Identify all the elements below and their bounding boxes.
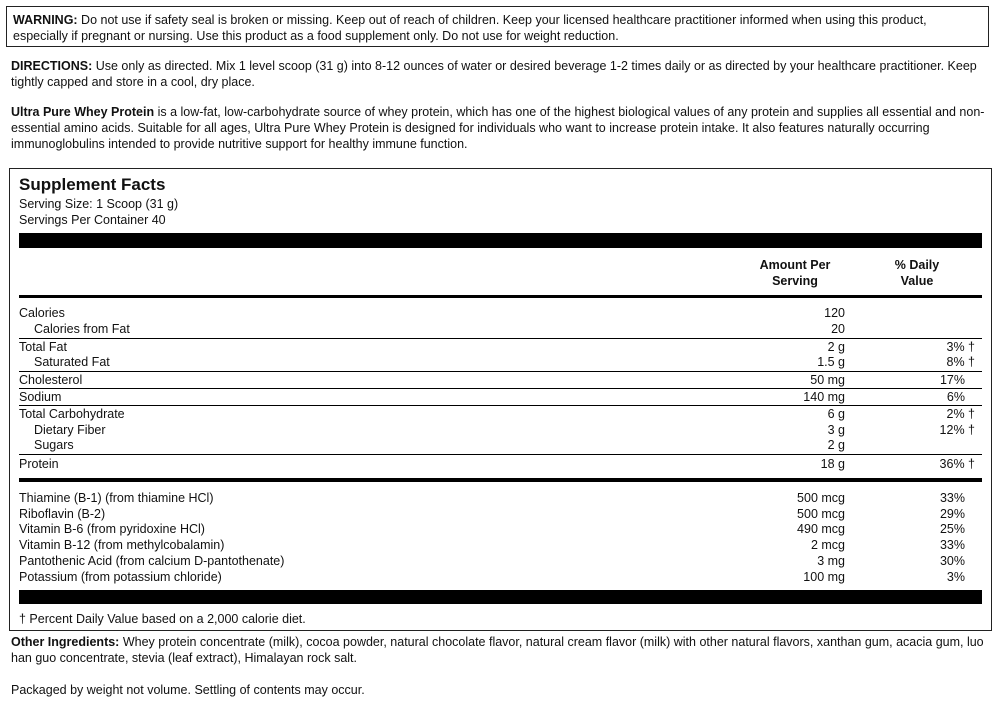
nutrient-name: Calories [19, 306, 65, 320]
nutrient-dv: 36% † [939, 457, 975, 471]
nutrient-amount: 6 g [827, 407, 845, 421]
nutrient-name: Sodium [19, 390, 62, 404]
nutrient-name: Potassium (from potassium chloride) [19, 570, 222, 584]
nutrient-dv: 3% [946, 570, 965, 584]
nutrient-name: Vitamin B-12 (from methylcobalamin) [19, 538, 225, 552]
directions-label: DIRECTIONS: [11, 59, 93, 73]
serving-size: Serving Size: 1 Scoop (31 g) [19, 197, 179, 211]
product-name: Ultra Pure Whey Protein [11, 105, 155, 119]
nutrient-amount: 1.5 g [817, 355, 845, 369]
medium-divider [19, 295, 982, 298]
nutrient-name: Protein [19, 457, 59, 471]
nutrient-amount: 120 [824, 306, 845, 320]
nutrient-amount: 18 g [820, 457, 845, 471]
nutrient-dv: 29% [939, 507, 965, 521]
amount-per-serving-header [740, 257, 850, 289]
nutrient-dv: 2% † [946, 407, 975, 421]
nutrient-amount: 140 mg [803, 390, 845, 404]
warning-box [6, 6, 989, 47]
description-text: is a low-fat, low-carbohydrate source of whey protein, which has one of the highest biological values of any protein and supplies all essential and non-essential amino acids. Suitable for all ages, Ultra Pure Whey Protein is designed for individuals who want to increase protein intake. It also features naturally occurring immunoglobulins intended to provide nutritive support for healthy immune function. [11, 105, 985, 151]
nutrient-name: Vitamin B-6 (from pyridoxine HCl) [19, 522, 205, 536]
nutrient-amount: 490 mcg [797, 522, 845, 536]
nutrient-name: Calories from Fat [34, 322, 130, 336]
nutrient-row [19, 305, 982, 321]
packaged-note: Packaged by weight not volume. Settling of contents may occur. [11, 683, 365, 697]
medium-divider [19, 478, 982, 482]
nutrient-row [19, 372, 982, 388]
nutrient-name: Saturated Fat [34, 355, 110, 369]
other-ingredients-label: Other Ingredients: [11, 635, 120, 649]
amount-header-line2: Serving [772, 274, 818, 288]
nutrient-amount: 20 [831, 322, 845, 336]
nutrient-row [19, 422, 982, 438]
supplement-facts-panel [9, 168, 992, 631]
nutrient-row [19, 490, 982, 506]
nutrient-amount: 3 mg [817, 554, 845, 568]
other-ingredients [11, 634, 986, 666]
nutrient-amount: 2 g [827, 438, 845, 452]
other-ingredients-text: Whey protein concentrate (milk), cocoa powder, natural chocolate flavor, natural cream flavor (milk) with other natural flavors, xanthan gum, acacia gum, luo han guo concentrate, stevia (leaf extract), Himalayan rock salt. [11, 635, 984, 665]
nutrient-row [19, 389, 982, 405]
directions-paragraph [11, 58, 986, 90]
facts-title: Supplement Facts [19, 175, 166, 194]
product-description [11, 104, 991, 152]
nutrient-row [19, 437, 982, 453]
nutrient-name: Total Fat [19, 340, 67, 354]
warning-label: WARNING: [13, 13, 78, 27]
daily-value-header [872, 257, 962, 289]
dv-header-line2: Value [900, 274, 934, 288]
nutrient-dv: 33% [939, 538, 965, 552]
nutrient-row [19, 553, 982, 569]
nutrient-name: Cholesterol [19, 373, 83, 387]
nutrient-dv: 33% [939, 491, 965, 505]
nutrient-name: Pantothenic Acid (from calcium D-pantothenate) [19, 554, 285, 568]
nutrient-amount: 3 g [827, 423, 845, 437]
nutrient-name: Thiamine (B-1) (from thiamine HCl) [19, 491, 214, 505]
directions-text: Use only as directed. Mix 1 level scoop (31 g) into 8-12 ounces of water or desired beverage 1-2 times daily or as directed by your healthcare practitioner. Keep tightly capped and store in a cool, dry place. [11, 59, 977, 89]
warning-text: Do not use if safety seal is broken or missing. Keep out of reach of children. Keep your licensed healthcare practitioner informed when using this product, especially if pregnant or nursing. Use this product as a food supplement only. Do not use for weight reduction. [13, 13, 927, 43]
nutrient-amount: 50 mg [810, 373, 845, 387]
dv-header-line1: % Daily [894, 258, 940, 272]
nutrient-dv: 17% [939, 373, 965, 387]
amount-header-line1: Amount Per [759, 258, 831, 272]
nutrient-amount: 100 mg [803, 570, 845, 584]
nutrient-dv: 25% [939, 522, 965, 536]
nutrient-dv: 30% [939, 554, 965, 568]
nutrient-row [19, 354, 982, 370]
servings-per-container: Servings Per Container 40 [19, 213, 166, 227]
nutrient-amount: 2 mcg [810, 538, 845, 552]
nutrient-row [19, 569, 982, 585]
nutrient-row [19, 537, 982, 553]
daily-value-footnote: † Percent Daily Value based on a 2,000 calorie diet. [19, 612, 306, 626]
nutrient-name: Sugars [34, 438, 74, 452]
nutrient-amount: 500 mcg [797, 491, 845, 505]
row-divider [19, 454, 982, 455]
nutrient-dv: 12% † [939, 423, 975, 437]
nutrient-row [19, 456, 982, 472]
nutrient-row [19, 521, 982, 537]
nutrient-dv: 3% † [946, 340, 975, 354]
nutrient-name: Riboflavin (B-2) [19, 507, 106, 521]
nutrient-row [19, 321, 982, 337]
nutrient-amount: 2 g [827, 340, 845, 354]
nutrient-name: Dietary Fiber [34, 423, 106, 437]
nutrient-row [19, 406, 982, 422]
nutrient-dv: 8% † [946, 355, 975, 369]
thick-divider [19, 233, 982, 248]
nutrient-name: Total Carbohydrate [19, 407, 125, 421]
nutrient-amount: 500 mcg [797, 507, 845, 521]
thick-divider [19, 590, 982, 604]
nutrient-dv: 6% [946, 390, 965, 404]
nutrient-row [19, 339, 982, 355]
nutrient-row [19, 506, 982, 522]
